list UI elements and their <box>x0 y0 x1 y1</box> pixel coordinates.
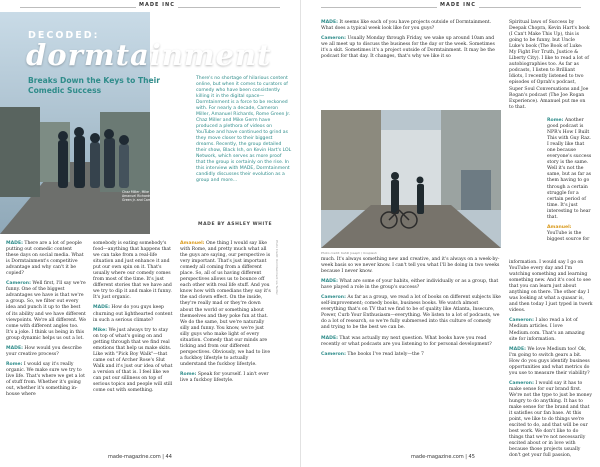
column-1 <box>6 241 86 402</box>
column-3 <box>547 118 593 247</box>
column-2 <box>509 20 591 115</box>
right-page <box>300 0 600 467</box>
qa-paragraph: MADE: How would you describe your creative process? <box>6 345 82 357</box>
vertical-photo-credit: Photo Credit: Dormtainment via Twitter <box>275 240 279 295</box>
column-3 <box>180 241 272 388</box>
photo-caption: Chaz Miller, Mike Germ, Amanuel Richards, Rome Green Jr. and Cameron Miller <box>122 190 168 202</box>
qa-paragraph: Mike: We just always try to stay on top of what's going on and getting through that we find real emotions that help us make skits. Like with "Pick Boy Walk"—that came out of Archer Rose's Slut Walk and it's just our idea of what a version of that is. I feel like we can put our silliness on top of serious topics and people will still come out with something. <box>93 327 173 394</box>
qa-paragraph: MADE: We love Medium too! Ok, I'm going to switch gears a bit. How do you guys identify business opportunities and what metrics do you use to measure their viability? <box>509 346 590 376</box>
kicker: DECODED: <box>28 30 100 41</box>
street-photo-illustration <box>321 110 501 248</box>
qa-paragraph: MADE: What are some of your habits, either individually or as a group, that have played a role in the group's success? <box>321 279 499 291</box>
qa-paragraph: MADE: How do you guys keep churning out lighthearted content in such a serious climate? <box>93 305 173 323</box>
page-footer: made-magazine.com | 44 <box>108 454 172 460</box>
running-head: MADE INC <box>437 2 479 8</box>
article-title: dormtainment <box>26 38 272 72</box>
qa-paragraph: information. I would say I go on YouTube every day and I'm watching something and learning something new. And it's cool to see that you can learn just about anything on there. The other day I was looking at what a quasar is, and then today I just typed in twerk videos. <box>509 260 593 314</box>
qa-paragraph: somebody is eating somebody's food—anything that happens that we can take from a real-life situation and just enhance it and put our own spin on it. That's usually where our comedy comes from most of the time. It's just different stories that we have and we try to dip it and make it funny. It's just organic. <box>93 241 172 301</box>
qa-paragraph: Rome: Speak for yourself. I ain't ever live a fuckboy lifestyle. <box>180 371 269 384</box>
street-photo <box>321 110 501 248</box>
qa-paragraph: Rome: I would say it's really organic. We make sure we try to live life. That's where we get a lot of stuff from. Whether it's going out, whether it's something in-house where <box>6 361 86 398</box>
column-4 <box>509 260 593 463</box>
qa-paragraph: Amanuel: YouTube is the biggest source for <box>547 224 590 242</box>
qa-paragraph: much. It's always something new and creative, and it's always on a week-by-week basis so we never know. I can't tell you what I'll be doing in two weeks because I never know. <box>321 257 500 275</box>
column-2 <box>93 241 173 398</box>
page-footer: made-magazine.com | 45 <box>411 454 475 460</box>
qa-paragraph: MADE: That was actually my next question. What books have you read recently or what podcasts are you listening to for personal development? <box>321 335 492 347</box>
running-head: MADE INC <box>136 2 178 8</box>
qa-paragraph: Cameron: The books I've read lately—the 7 <box>321 351 424 357</box>
column-1 <box>321 20 501 64</box>
qa-paragraph: Cameron: I also read a lot of Medium articles. I love Medium.com. That's an amazing site for information. <box>509 318 585 342</box>
qa-paragraph: Cameron: As far as a group, we read a lot of books on different subjects like self-improvement; comedy books, business books. We watch almost everything that's on TV that we find to be of quality like Atlanta, Insecure, Power, Curb Your Enthusiasm—everything. We listen to a lot of podcasts, we do a lot of research, so we're fully submersed into this culture of comedy and trying to be the best we can be. <box>321 295 501 331</box>
article-subtitle: Breaks Down the Keys to Their Comedic Success <box>28 76 161 95</box>
qa-paragraph: MADE: There are a lot of people putting out comedic content these days on social media. What is Dormtainment's competitive advantage and why can't it be copied? <box>6 241 84 277</box>
qa-paragraph: MADE: It seems like each of you have projects outside of Dormtainment. What does a typical week look like for you guys? <box>321 20 492 32</box>
qa-paragraph: Cameron: Usually Monday through Friday, we wake up around 10am and we all meet up to discuss the business for the day or the week. Sometimes it's a skit. Sometimes it's a project outside of Dormtainment. It may be the podcast for that day. It changes, that's why we like it so <box>321 36 495 60</box>
column-1b <box>321 257 501 362</box>
qa-paragraph: Rome: Another good podcast is NPR's How I Built This with Guy Raz. I really like that one because everyone's success story is the same. Well it's not the same, but as far as them having to go through a certain struggle for a certain period of time. It's just interesting to hear that. <box>547 118 592 220</box>
byline: MADE BY ASHLEY WHITE <box>198 222 273 227</box>
qa-paragraph: Spiritual laws of Success by Deepak Chopra, Kevin Hart's book (I Can't Make This Up), this is going to be funny, but Uncle Luke's book (The Book of Luke: My Fight For Truth, Justice & Liberty City). I like to read a lot of autobiographies too. As far as podcasts, I listen to Brilliant Idiots, I recently listened to two episodes of Oprah's podcast, Super Soul Conversations and Joe Rogan's podcast (The Joe Rogan Experience). Amanuel put me on to that. <box>509 20 590 110</box>
qa-paragraph: Amanuel: One thing I would say like with Rome, and pretty much what all the guys are saying, our perspective is very important. That's just important comedy all coming from a different place. So, all of us having different perspectives allows us to bounce off each other with real life stuff. And you know how with comedians they say it's the sad clown effect. On the inside, they're really mad or they're down about the world or something about themselves and they poke fun at that. We do the same, but we're naturally silly and funny. You know, we're just silly guys who make light of every situation. Comedy that our minds are ticking and from our different perspectives. Obviously, we had to live a fuckboy lifestyle to actually understand the fuckboy lifestyle. <box>180 241 271 367</box>
qa-paragraph: Cameron: Well first, I'll say we're funny. One of the biggest advantages we have is that we're a group. So, we filter out every idea and punch it up to the best of its ability and we have different viewpoints. We're all different. We come with different angles too. It's a joke. I think us being in this group dynamic helps us out a lot. <box>6 281 86 341</box>
qa-paragraph: Cameron: I would say it has to make sense for our brand first. We're not the type to just be money hungry to do anything. It has to make sense for the brand and that it satisfies our fan base. At this point, we like to do things we're excited to do, and that will be our best work. We don't like to do things that we're not necessarily excited about or in love with because those projects usually don't get your full passion, <box>509 380 592 459</box>
article-intro: There's no shortage of hilarious content online, but when it comes to curators of comedy who have been consistently killing it in the digital space—Dormtainment is a force to be reckoned with. For nearly a decade, Cameron Miller, Amanuel Richards, Rome Green Jr. Chaz Miller and Mike Germ have produced a plethora of videos on YouTube and have continued to grind as they move closer to their biggest dreams. Recently, the group detailed their show, Black Ish, on Kevin Hart's LOL Network, which serves as more proof that the group is certainly on the rise. In this interview with MADE, Dormtainment candidly discusses their evolution as a group and more... <box>196 76 292 183</box>
photo-credit: Photo credit: Kahlil Joseph / Unsplash <box>321 251 377 255</box>
